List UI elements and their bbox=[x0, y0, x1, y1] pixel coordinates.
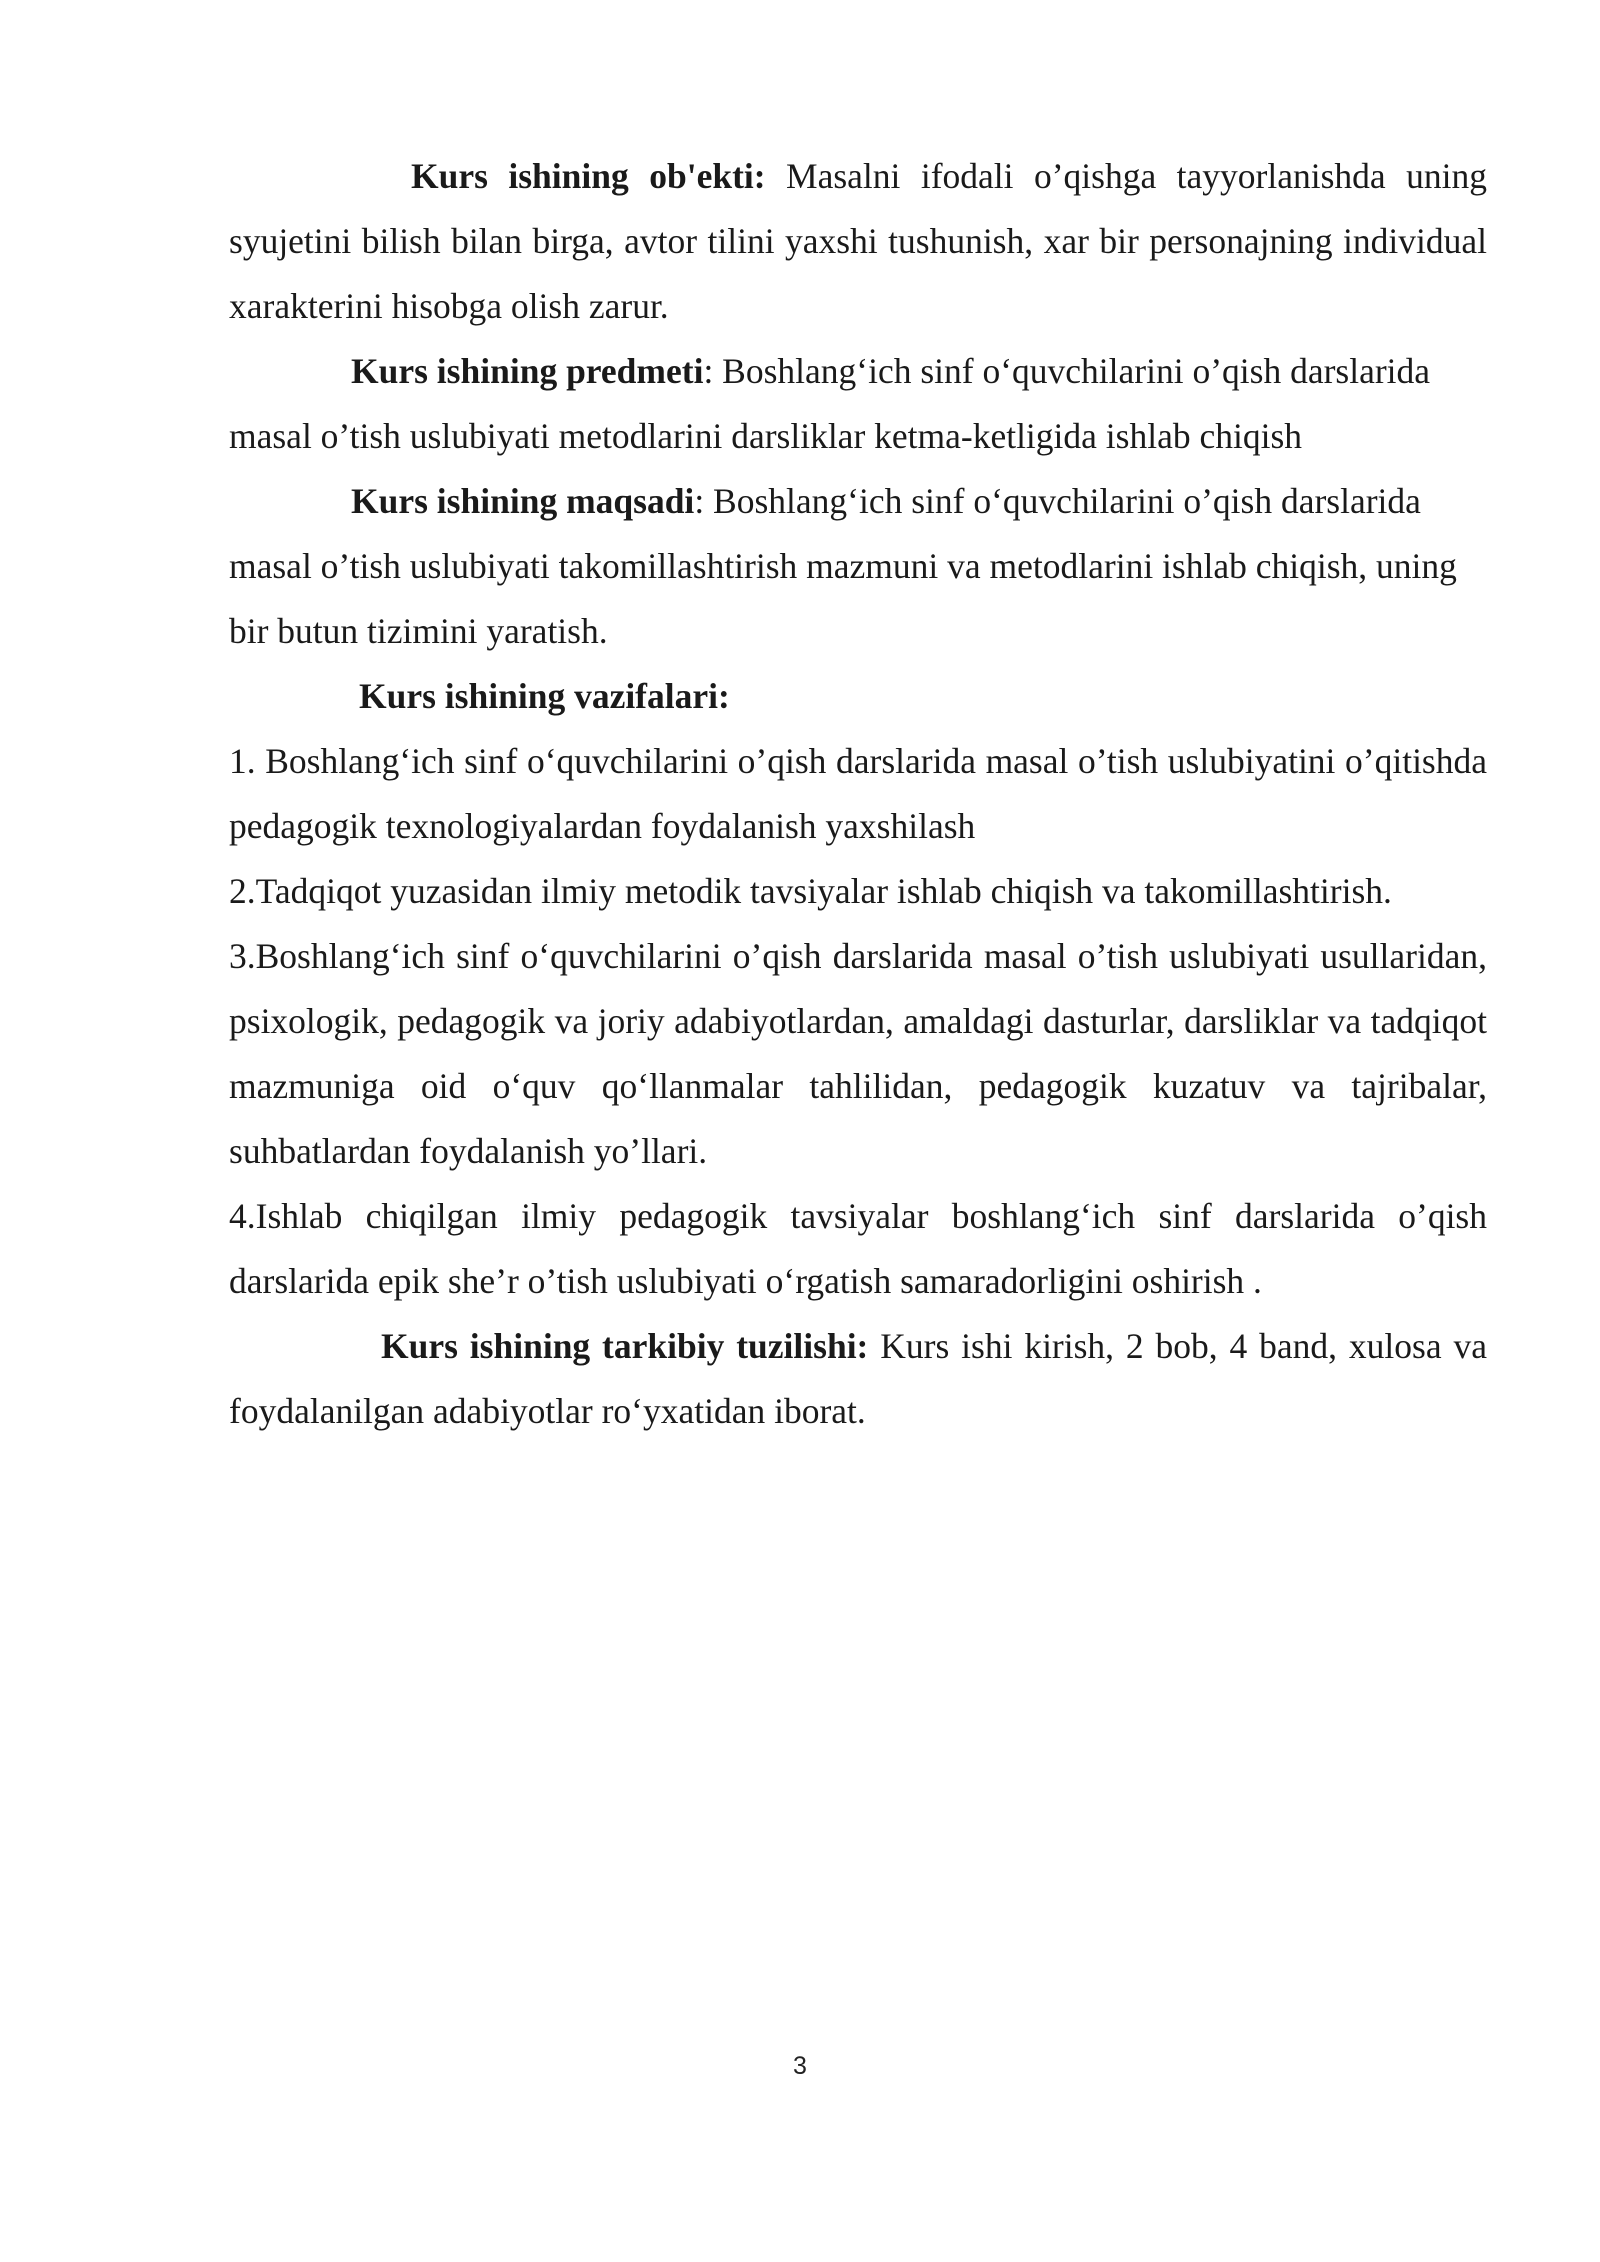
task-item-4: 4.Ishlab chiqilgan ilmiy pedagogik tavsiyalar boshlang‘ich sinf darslarida o’qish darslarida epik she’r o’tish uslubiyati o‘rgatish samaradorligini oshirish . bbox=[229, 1196, 1487, 1301]
page-number: 3 bbox=[793, 2052, 807, 2080]
object-text: Masalni ifodali o’qishga tayyorlanishda uning syujetini bilish bilan birga, avtor tilini yaxshi tushunish, xar bir personajning individual xarakterini hisobga olish zarur. bbox=[229, 156, 1487, 326]
tasks-heading bbox=[229, 664, 1487, 729]
task-item-1: 1. Boshlang‘ich sinf o‘quvchilarini o’qish darslarida masal o’tish uslubiyatini o’qitishda pedagogik texnologiyalardan foydalanish yaxshilash bbox=[229, 741, 1487, 846]
task-item-3: 3.Boshlang‘ich sinf o‘quvchilarini o’qish darslarida masal o’tish uslubiyati usullaridan, psixologik, pedagogik va joriy adabiyotlardan, amaldagi dasturlar, darsliklar va tadqiqot mazmuniga oid o‘quv qo‘llanmalar tahlilidan, pedagogik kuzatuv va tajribalar, suhbatlardan foydalanish yo’llari. bbox=[229, 936, 1487, 1171]
tasks-label: Kurs ishining vazifalari: bbox=[359, 676, 730, 716]
goal-text: : Boshlang‘ich sinf o‘quvchilarini o’qish darslarida masal o’tish uslubiyati takomillashtirish mazmuni va metodlarini ishlab chiqish, uning bir butun tizimini yaratish. bbox=[229, 481, 1457, 651]
structure-label: Kurs ishining tarkibiy tuzilishi: bbox=[381, 1326, 869, 1366]
goal-label: Kurs ishining maqsadi bbox=[351, 481, 695, 521]
goal-paragraph bbox=[229, 469, 1487, 664]
document-body bbox=[229, 144, 1487, 1444]
subject-paragraph bbox=[229, 339, 1487, 469]
object-paragraph bbox=[229, 144, 1487, 339]
structure-paragraph bbox=[229, 1314, 1487, 1444]
object-label: Kurs ishining ob'ekti: bbox=[411, 156, 766, 196]
structure-text: Kurs ishi kirish, 2 bob, 4 band, xulosa va foydalanilgan adabiyotlar ro‘yxatidan iborat. bbox=[229, 1326, 1487, 1431]
subject-label: Kurs ishining predmeti bbox=[351, 351, 704, 391]
task-item-2: 2.Tadqiqot yuzasidan ilmiy metodik tavsiyalar ishlab chiqish va takomillashtirish. bbox=[229, 871, 1392, 911]
subject-text: : Boshlang‘ich sinf o‘quvchilarini o’qish darslarida masal o’tish uslubiyati metodlarini darsliklar ketma-ketligida ishlab chiqish bbox=[229, 351, 1431, 456]
